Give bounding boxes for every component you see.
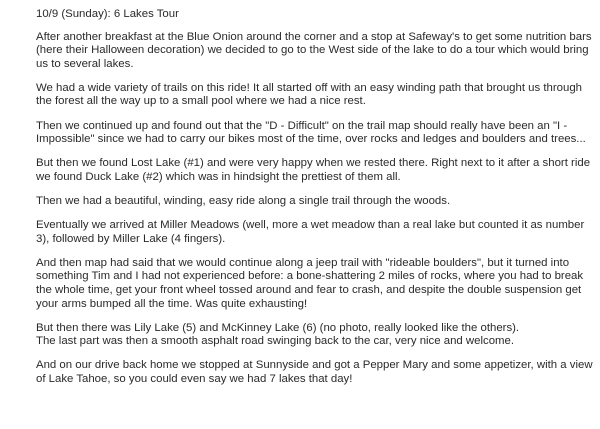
document-title: 10/9 (Sunday): 6 Lakes Tour [36, 8, 179, 20]
paragraph-single-trail: Then we had a beautiful, winding, easy ride along a single trail through the woods. [36, 194, 451, 207]
paragraph-lily-mckinney-line-2: The last part was then a smooth asphalt road swinging back to the car, very nice and welcome. [36, 335, 515, 348]
paragraph-drive-home: And on our drive back home we stopped at Sunnyside and got a Pepper Mary and some appetizer, with a view of Lake Tahoe, so you could even say we had 7 lakes that day! [36, 359, 593, 385]
document-body [36, 8, 596, 397]
paragraph-lost-duck-lake: But then we found Lost Lake (#1) and were very happy when we rested there. Right next to it after a short ride we found Duck Lake (#2) which was in hindsight the prettiest of them all. [36, 157, 591, 183]
paragraph-miller-lakes: Eventually we arrived at Miller Meadows (well, more a wet meadow than a real lake but counted it as number 3), followed by Miller Lake (4 fingers). [36, 219, 585, 245]
paragraph-lily-mckinney-line-1: But then there was Lily Lake (5) and McKinney Lake (6) (no photo, really looked like the others). [36, 321, 520, 334]
paragraph-breakfast: After another breakfast at the Blue Onion around the corner and a stop at Safeway's to get some nutrition bars (here their Halloween decoration) we decided to go to the West side of the lake to do a tour which would bring us to several lakes. [36, 30, 592, 70]
paragraph-lily-mckinney [36, 322, 596, 349]
paragraph-jeep-trail: And then map had said that we would continue along a jeep trail with "rideable boulders", but it turned into something Tim and I had not experienced before: a bone-shattering 2 miles of rocks, where you had to break the whole time, get your front wheel tossed around and fear to crash, and despite the double suspension get your arms bumped all the time. Was quite exhausting! [36, 256, 584, 310]
paragraph-trail-variety: We had a wide variety of trails on this ride! It all started off with an easy winding path that brought us through the forest all the way up to a small pool where we had a nice rest. [36, 81, 583, 108]
paragraph-difficult-trail: Then we continued up and found out that the "D - Difficult" on the trail map should really have been an "I - Impossible" since we had to carry our bikes most of the time, over rocks and ledges and boulders and trees... [36, 119, 586, 146]
